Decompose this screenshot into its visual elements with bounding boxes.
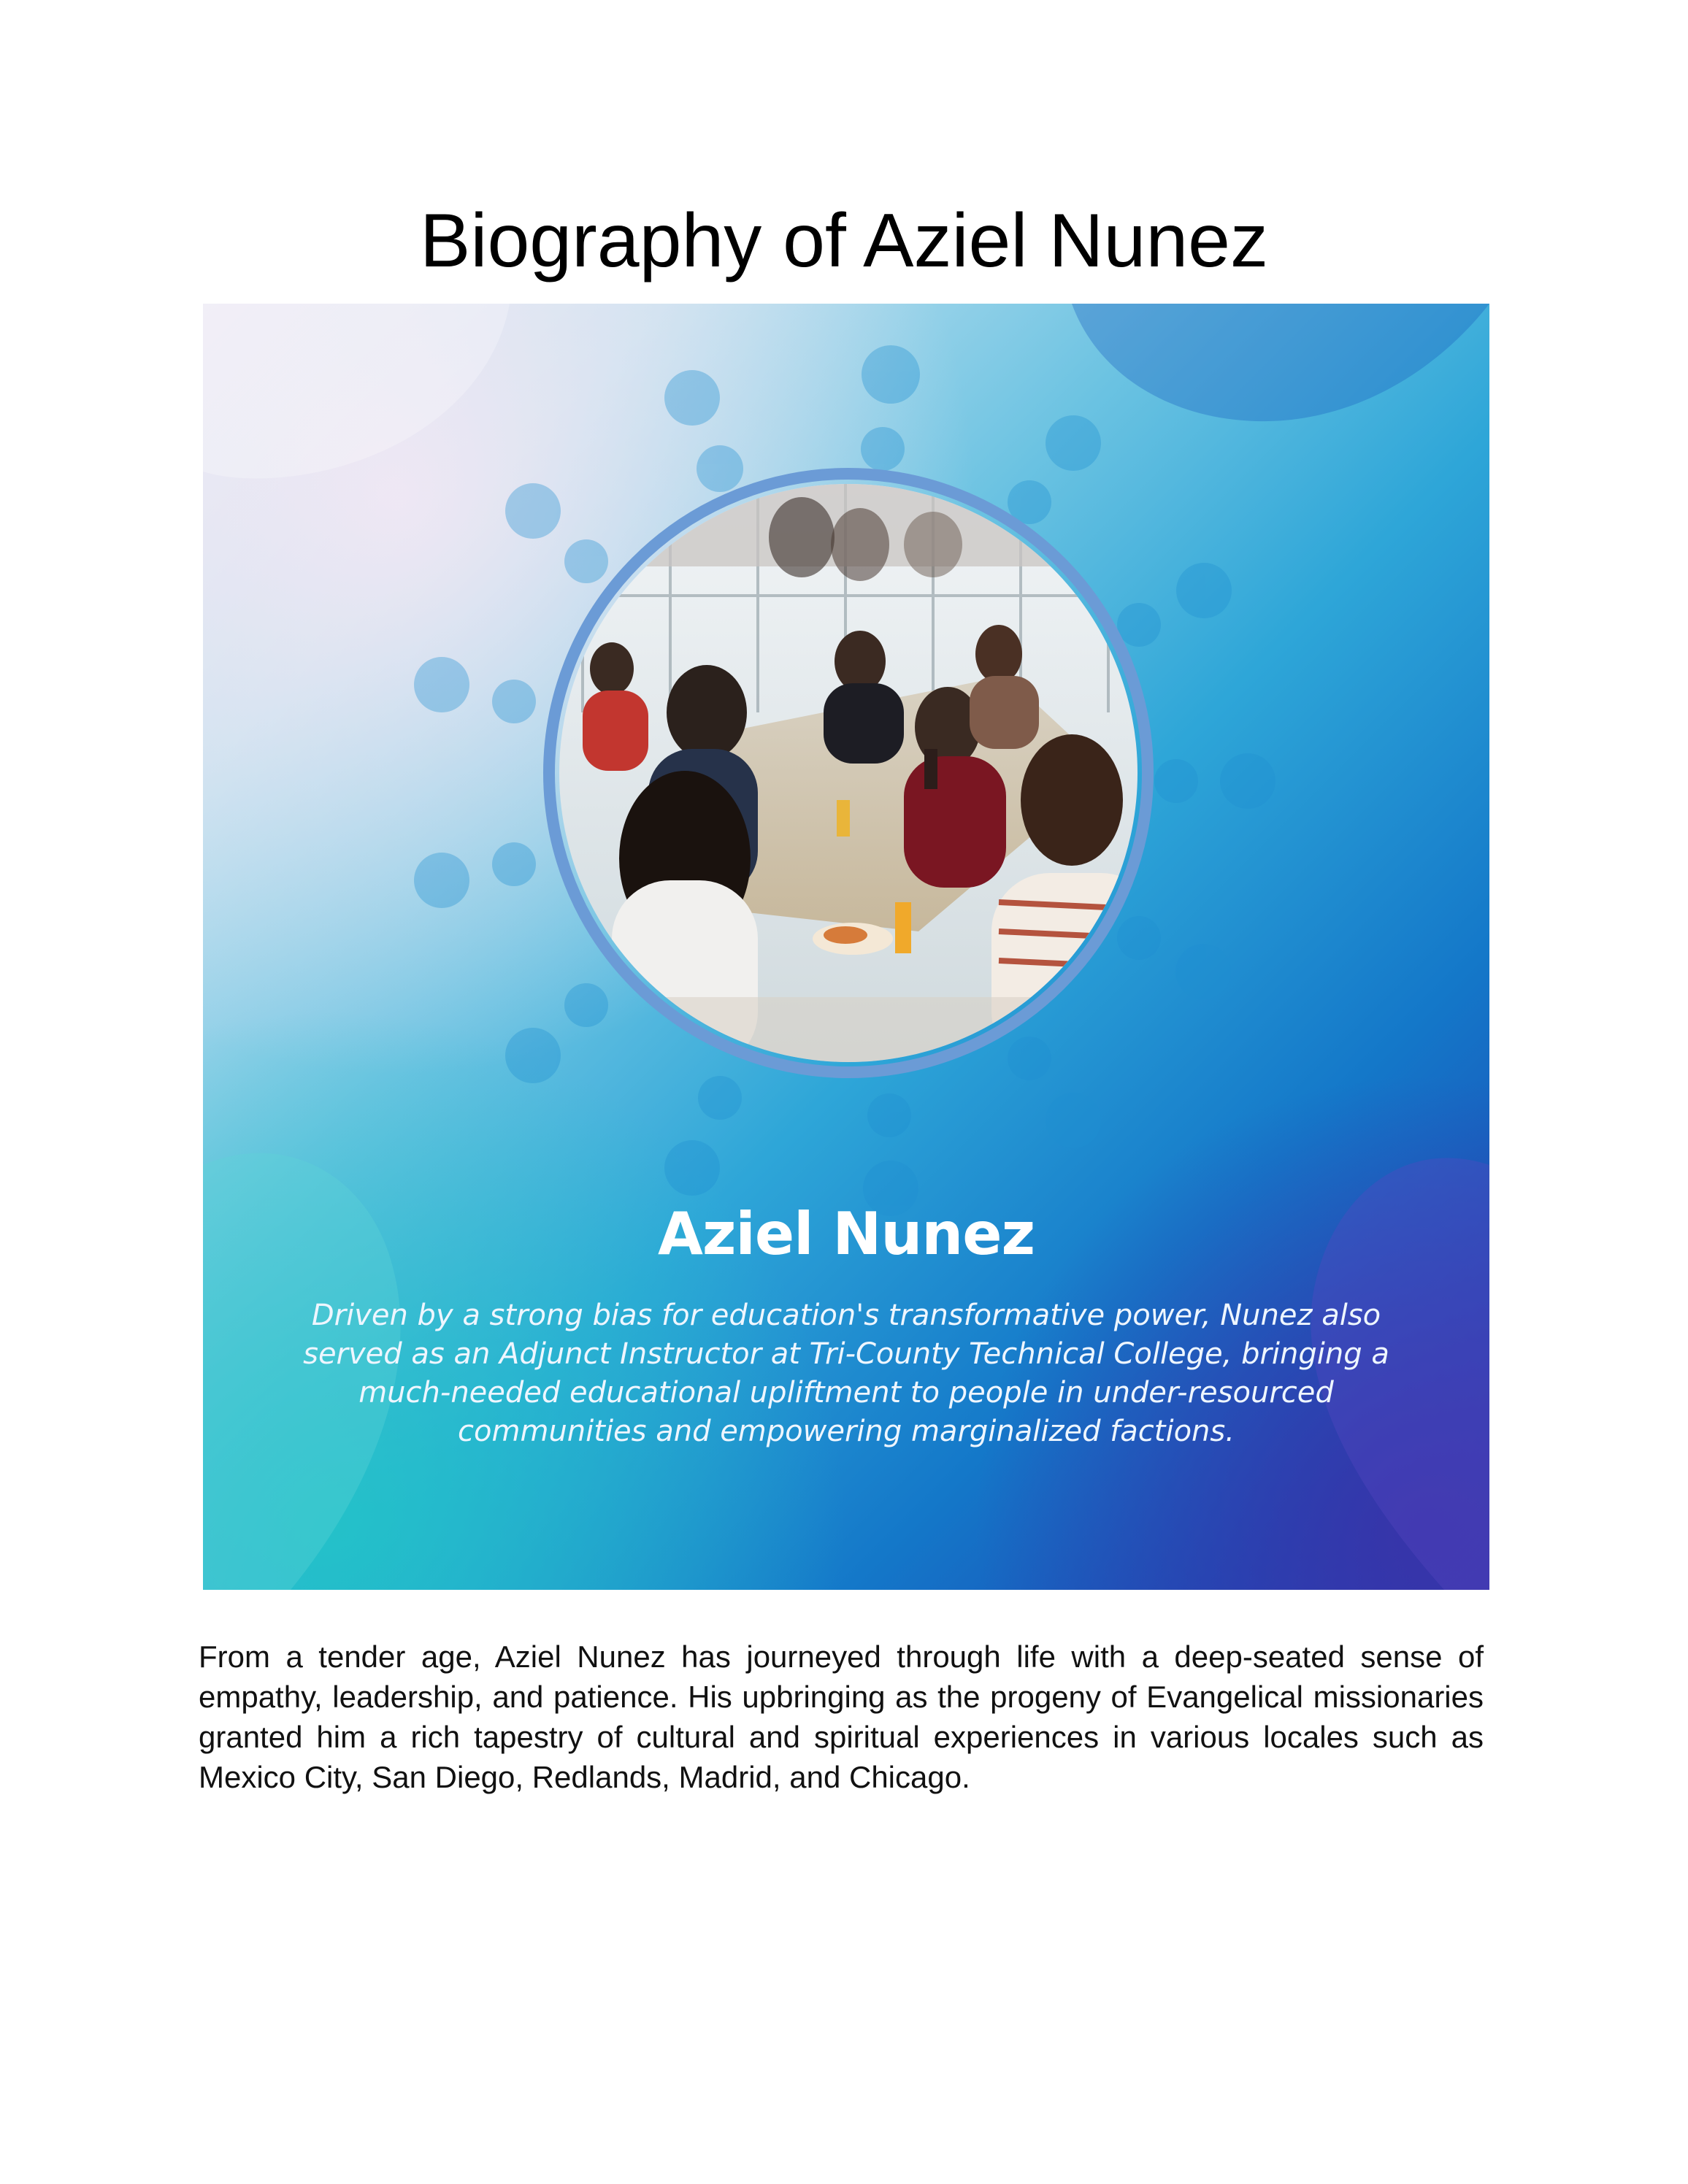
- hero-name-heading: Aziel Nunez: [657, 1200, 1035, 1268]
- hero-banner-image: [203, 304, 1489, 1590]
- document-title: Biography of Aziel Nunez: [419, 199, 1269, 283]
- biography-paragraph: From a tender age, Aziel Nunez has journeyed through life with a deep-seated sense of empathy, leadership, and patience. His upbringing as the progeny of Evangelical missionaries granted him a rich tapestry of cultural and spiritual experiences in various locales such as Mexico City, San Diego, Redlands, Madrid, and Chicago.: [199, 1639, 1484, 1794]
- hero-quote-text: Driven by a strong bias for education's transformative power, Nunez also served as an Adjunct Instructor at Tri-County Technical College, bringing a much-needed educational upliftment to people in under-resourced communities and empowering marginalized factions.: [303, 1299, 1389, 1448]
